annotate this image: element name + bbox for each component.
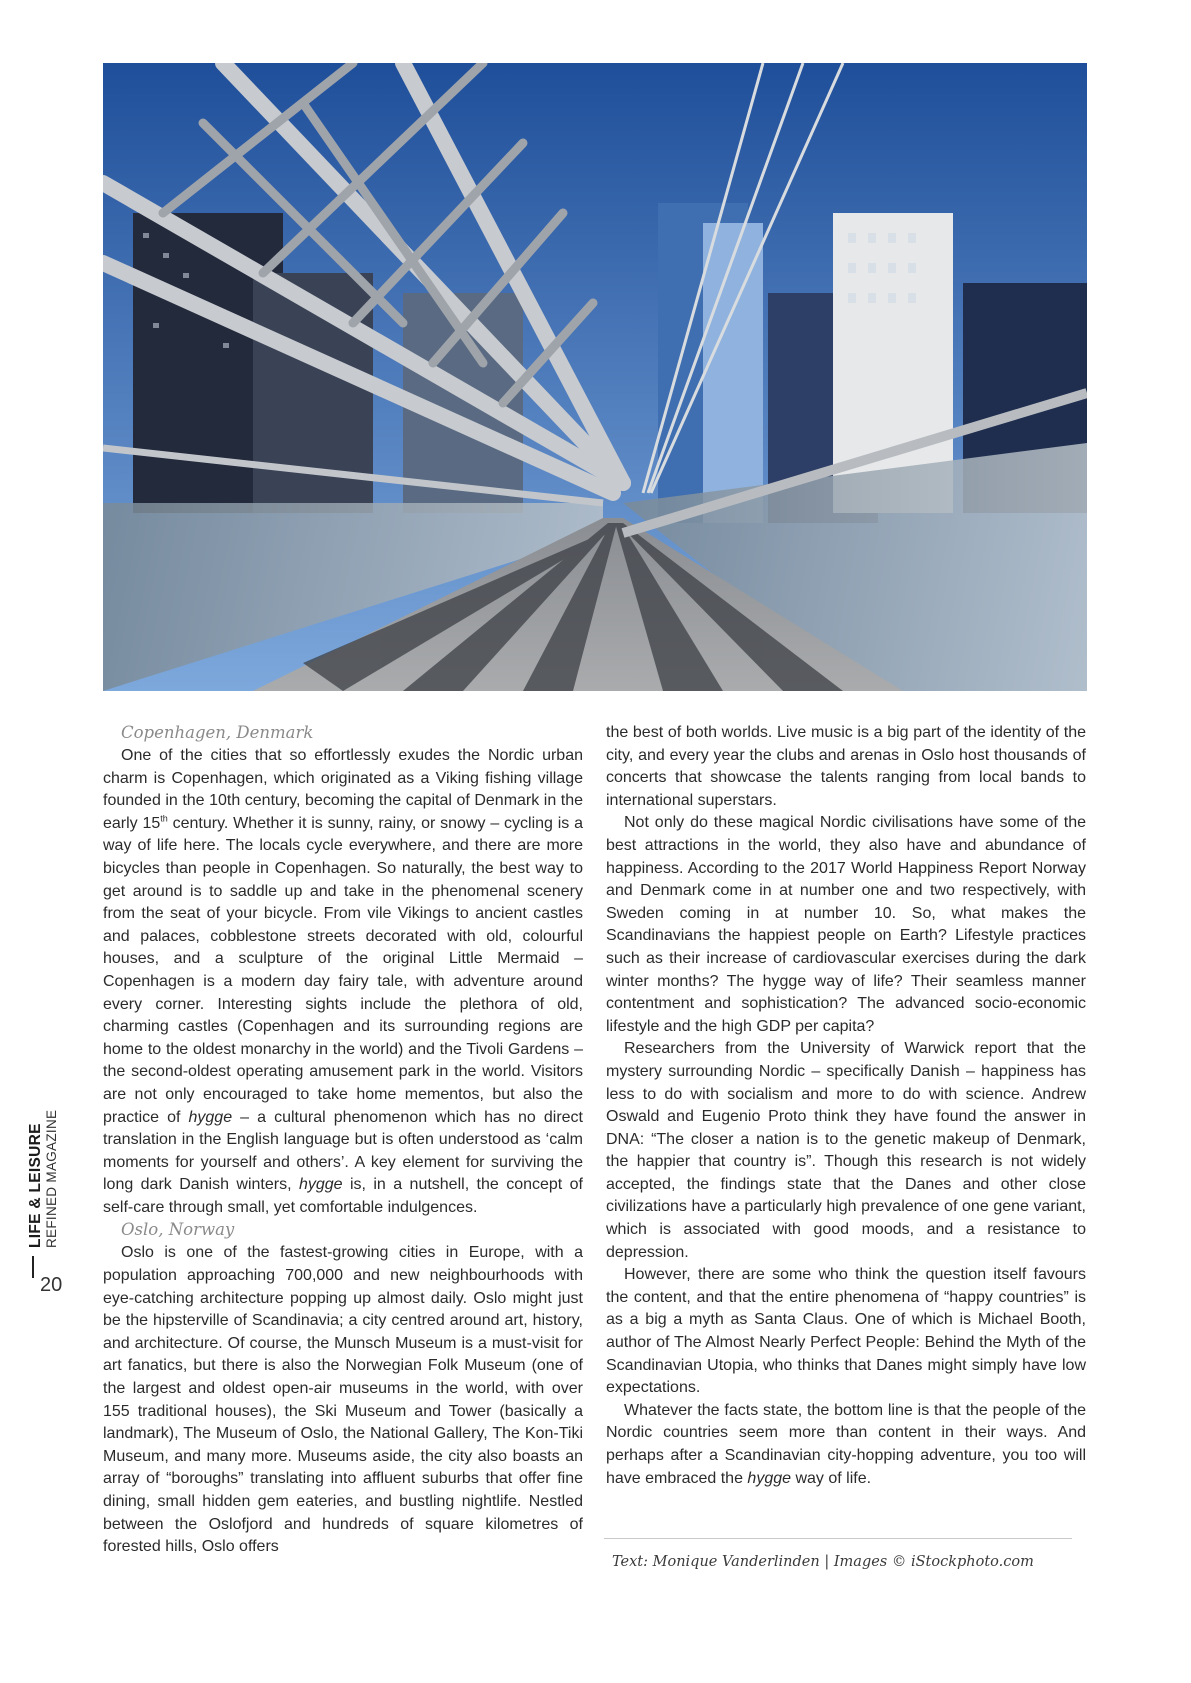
hero-photo: [103, 63, 1087, 691]
text-run: century. Whether it is sunny, rainy, or snowy – cycling is a way of life here. The locals cycle everywhere, and there are more bicycles than people in Copenhagen. So naturally, the best way to get around is to saddle up and take in the phenomenal scenery from the seat of your bicycle. From vile Vikings to ancient castles and palaces, cobblestone streets decorated with old, colourful houses, and a sculpture of the original Little Mermaid – Copenhagen is a modern day fairy tale, with adventure around every corner. Interesting sights include the plethora of old, charming castles (Copenhagen and its surrounding regions are home to the oldest monarchy in the world) and the Tivoli Gardens – the second-oldest operating amusement park in the world. Visitors are not only encouraged to take home mementos, but also the practice of: [103, 814, 584, 1126]
magazine-title: LIFE & LEISURE: [27, 1123, 44, 1248]
italic-term: hygge: [188, 1108, 233, 1126]
italic-term: hygge: [747, 1469, 792, 1487]
magazine-subtitle: REFINED MAGAZINE: [44, 1109, 59, 1248]
article-credit: Text: Monique Vanderlinden | Images © iStockphoto.com: [612, 1554, 1034, 1570]
page-number: 20: [40, 1274, 63, 1296]
magazine-sidebar: [24, 1100, 74, 1300]
section-heading-oslo: Oslo, Norway: [121, 1220, 235, 1240]
final-paragraph: [606, 1400, 1086, 1490]
copenhagen-paragraph: [103, 745, 583, 1219]
section-heading-copenhagen: Copenhagen, Denmark: [121, 723, 314, 742]
text-run: way of life.: [791, 1469, 872, 1487]
oslo-paragraph: Oslo is one of the fastest-growing cities in Europe, with a population approaching 700,000 and new neighbourhoods with eye-catching architecture popping up almost daily. Oslo might just be the hipsterville of Scandinavia; a city centred around art, history, and architecture. Of course, the Munsch Museum is a must-visit for art fanatics, but there is also the Norwegian Folk Museum (one of the largest and oldest open-air museums in the world, with over 155 traditional houses), the Ski Museum and Tower (basically a landmark), The Museum of Oslo, the National Gallery, The Kon-Tiki Museum, and many more. Museums aside, the city also boasts an array of “boroughs” translating into affluent suburbs that offer fine dining, small hidden gem eateries, and bustling nightlife. Nestled between the Oslofjord and hundreds of square kilometres of forested hills, Oslo offers: [103, 1244, 583, 1556]
ordinal-superscript: th: [160, 813, 168, 824]
text-run: One of the cities that so effortlessly exudes the Nordic urban charm is Copenhagen, which originated as a Viking fishing village founded in the 10th century, becoming the capital of Denmark in the early 15: [103, 747, 583, 832]
however-paragraph: However, there are some who think the question itself favours the content, and that the entire phenomena of “happy countries” is as a big a myth as Santa Claus. One of which is Michael Booth, author of The Almost Nearly Perfect People: Behind the Myth of the Scandinavian Utopia, who thinks that Danes might simply have low expectations.: [606, 1266, 1086, 1397]
pedestrian-bridge-icon: [103, 63, 1087, 691]
magazine-name: [28, 1110, 60, 1248]
article-column-left: [103, 722, 583, 1559]
credit-divider: [604, 1538, 1072, 1539]
text-run: is, in a nutshell, the concept of self-care through small, yet comfortable indulgences.: [103, 1176, 583, 1216]
italic-term: hygge: [298, 1176, 343, 1194]
sidebar-divider: [32, 1256, 34, 1278]
research-paragraph: Researchers from the University of Warwick report that the mystery surrounding Nordic – specifically Danish – happiness has less to do with socialism and more to do with science. Andrew Oswald and Eugenio Proto think they have found the answer in DNA: “The closer a nation is to the genetic makeup of Denmark, the happier that country is”. Though this research is not widely accepted, the findings state that the Danes and other close civilizations have a particularly high prevalence of one gene variant, which is associated with good moods, and a resistance to depression.: [606, 1040, 1086, 1261]
text-run: Whatever the facts state, the bottom line is that the people of the Nordic countries seem more than content in their ways. And perhaps after a Scandinavian city-hopping adventure, you too will have embraced the: [606, 1401, 1086, 1487]
text-run: – a cultural phenomenon which has no direct translation in the English language but is often understood as ‘calm moments for yourself and others’. A key element for surviving the long dark Danish winters,: [103, 1108, 583, 1194]
oslo-paragraph-continued: the best of both worlds. Live music is a big part of the identity of the city, and every year the clubs and arenas in Oslo host thousands of concerts that showcase the talents ranging from local bands to international superstars.: [606, 724, 1086, 809]
article-column-right: [606, 722, 1086, 1490]
nordic-paragraph: Not only do these magical Nordic civilisations have some of the best attractions in the world, they also have and abundance of happiness. According to the 2017 World Happiness Report Norway and Denmark come in at number one and two respectively, with Sweden coming in at number 10. So, what makes the Scandinavians the happiest people on Earth? Lifestyle practices such as their increase of cardiovascular exercises during the dark winter months? The hygge way of life? Their seamless manner contentment and sophistication? The advanced socio-economic lifestyle and the high GDP per capita?: [606, 814, 1086, 1035]
